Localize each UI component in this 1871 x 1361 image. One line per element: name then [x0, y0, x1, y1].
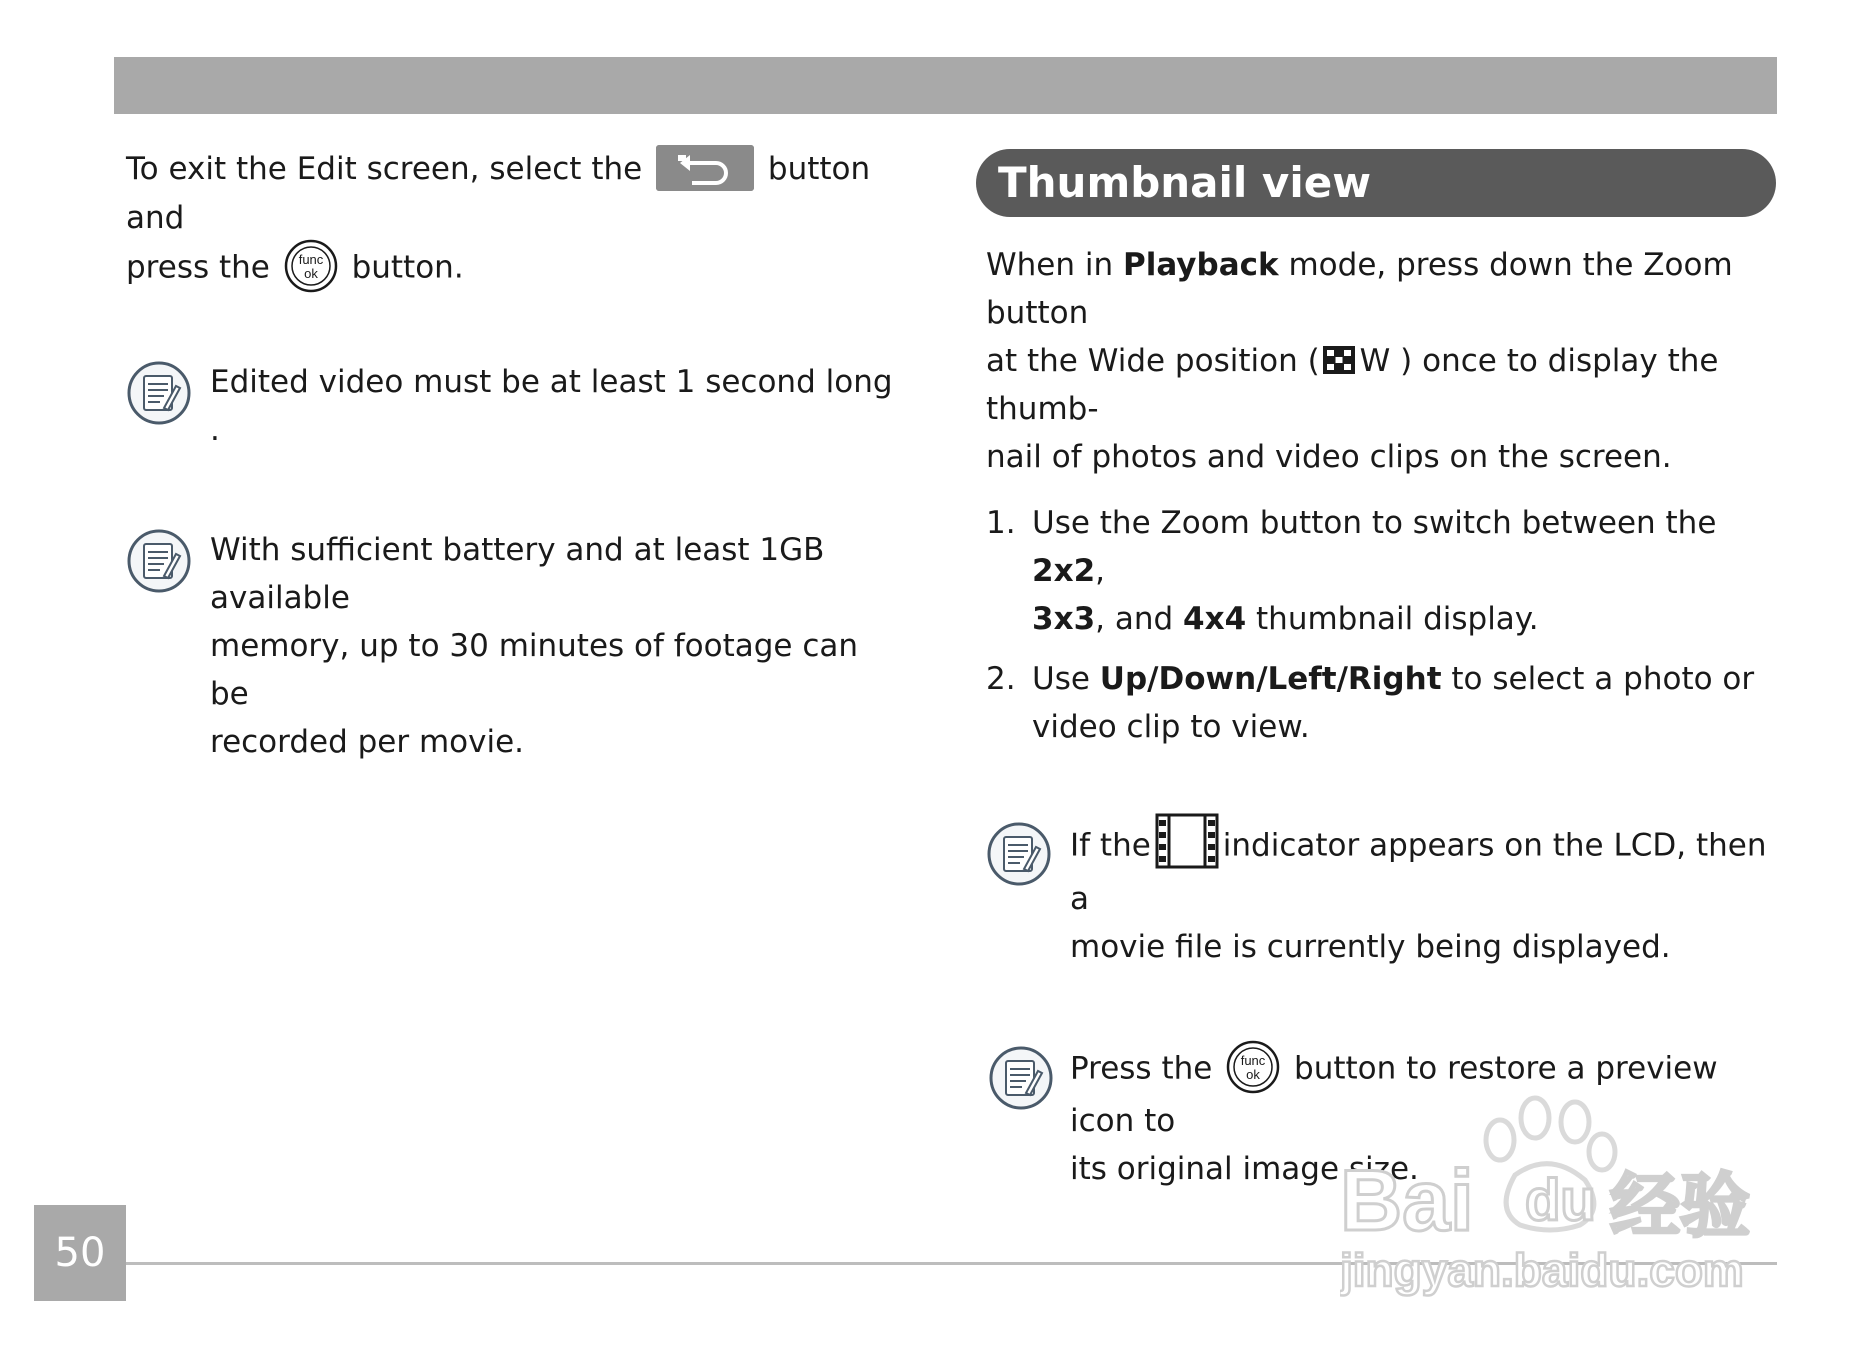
note-edited-video [126, 358, 906, 454]
step-bold: 4x4 [1183, 601, 1247, 637]
intro-text: at the Wide position ( [986, 343, 1320, 379]
watermark-text: 经验 [1610, 1165, 1750, 1247]
intro-paragraph [976, 241, 1776, 481]
step-bold: 2x2 [1032, 553, 1096, 589]
note-line: recorded per movie. [210, 723, 525, 760]
note-text: movie file is currently being displayed. [1070, 929, 1671, 965]
exit-text-1: To exit the Edit screen, select the [126, 151, 643, 187]
func-ok-button-icon [284, 239, 338, 293]
left-column [126, 145, 906, 766]
page-number: 50 [34, 1205, 126, 1301]
header-band [114, 57, 1777, 114]
intro-text: mode, press down the Zoom button [986, 247, 1733, 331]
film-strip-icon [1155, 813, 1219, 869]
right-column [976, 149, 1776, 1193]
exit-text-2: button and [126, 151, 871, 236]
note-edited-video-text: Edited video must be at least 1 second long . [210, 363, 893, 448]
memo-note-icon [988, 1045, 1054, 1111]
ok-label: ok [1246, 1067, 1261, 1082]
exit-text-3: press the [126, 249, 270, 285]
exit-instruction [126, 145, 906, 296]
step-number: 2. [986, 661, 1016, 697]
step-text: to select a photo or [1451, 661, 1755, 697]
thumbnail-grid-icon [1322, 345, 1356, 375]
watermark-text: Bai [1340, 1153, 1474, 1249]
note-text: its original image size. [1070, 1151, 1419, 1187]
intro-text: nail of photos and video clips on the screen. [986, 439, 1672, 475]
step-item [986, 655, 1776, 751]
baidu-watermark [1340, 1090, 1780, 1300]
note-text: If the [1070, 827, 1151, 864]
back-return-icon [656, 145, 754, 191]
watermark-text: du [1525, 1168, 1596, 1233]
step-bold: 3x3 [1032, 601, 1096, 637]
exit-text-4: button. [351, 249, 464, 285]
memo-note-icon [986, 821, 1052, 887]
note-battery-memory-text [210, 526, 906, 766]
note-text: indicator appears on the LCD, then a [1070, 827, 1767, 917]
step-text: thumbnail display. [1256, 601, 1539, 637]
memo-note-icon [126, 360, 192, 426]
func-label: func [1240, 1053, 1266, 1068]
note-line: memory, up to 30 minutes of footage can be [210, 627, 859, 712]
step-text: , [1095, 553, 1105, 589]
note-text: Press the [1070, 1050, 1213, 1087]
note-text: button to restore a preview icon to [1070, 1050, 1718, 1139]
watermark-url: jingyan.baidu.com [1340, 1244, 1744, 1296]
note-movie-indicator-text [1070, 819, 1776, 971]
steps-list [976, 499, 1776, 751]
step-bold: Up/Down/Left/Right [1099, 661, 1442, 697]
intro-bold-playback: Playback [1123, 247, 1279, 283]
intro-text: When in [986, 247, 1114, 283]
intro-text: W ) once to display the thumb- [986, 343, 1719, 427]
step-text: , and [1095, 601, 1174, 637]
step-text: video clip to view. [1032, 709, 1310, 745]
func-label: func [298, 251, 324, 267]
step-text: Use the Zoom button to switch between the [1032, 505, 1717, 541]
step-number: 1. [986, 505, 1016, 541]
note-line: With sufficient battery and at least 1GB available [210, 531, 825, 616]
step-text: Use [1032, 661, 1090, 697]
note-movie-indicator [976, 819, 1776, 971]
step-item [986, 499, 1776, 643]
func-ok-button-icon [1226, 1040, 1280, 1094]
section-title: Thumbnail view [976, 149, 1776, 217]
note-battery-memory [126, 526, 906, 766]
ok-label: ok [303, 265, 318, 281]
memo-note-icon [126, 528, 192, 594]
